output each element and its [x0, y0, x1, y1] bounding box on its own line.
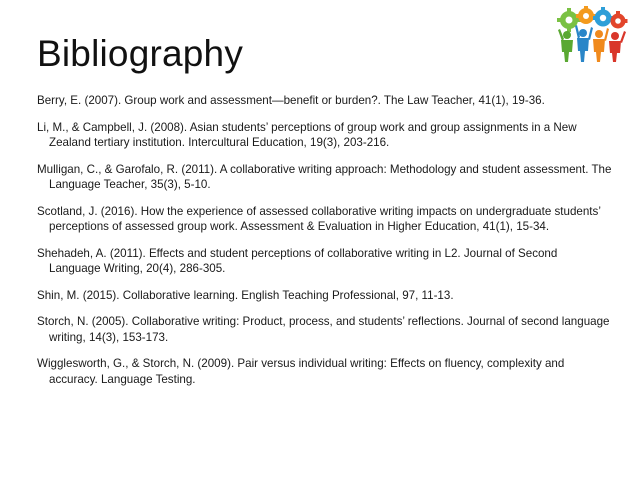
reference-list	[37, 93, 612, 398]
reference-item: Shehadeh, A. (2011). Effects and student perceptions of collaborative writing in L2. Journal of Second Language Writing, 20(4), 286-305.	[37, 246, 558, 275]
person-green-icon	[558, 29, 573, 62]
person-blue-icon	[575, 25, 593, 62]
reference-item: Storch, N. (2005). Collaborative writing: Product, process, and students’ reflections. Journal of second language writing, 14(3), 153-173.	[37, 315, 610, 344]
people-gears-icon	[554, 6, 628, 64]
reference-item: Li, M., & Campbell, J. (2008). Asian students’ perceptions of group work and group assignments in a New Zealand tertiary institution. Intercultural Education, 19(3), 203-216.	[37, 120, 577, 149]
reference-item: Mulligan, C., & Garofalo, R. (2011). A collaborative writing approach: Methodology and student assessment. The Language Teacher, 35(3), 5-10.	[37, 162, 612, 191]
page-title: Bibliography	[37, 33, 244, 74]
gear-blue-icon	[593, 7, 614, 27]
reference-item: Berry, E. (2007). Group work and assessment—benefit or burden?. The Law Teacher, 41(1), 19-36.	[37, 94, 545, 107]
gear-red-icon	[611, 11, 628, 29]
reference-item: Scotland, J. (2016). How the experience of assessed collaborative writing impacts on undergraduate students’ perceptions of assessed group work. Assessment & Evaluation in Higher Education, 41(1), 15-34.	[37, 204, 601, 233]
person-orange-icon	[593, 28, 609, 62]
person-red-icon	[609, 31, 626, 62]
reference-item: Shin, M. (2015). Collaborative learning. English Teaching Professional, 97, 11-13.	[37, 288, 454, 302]
reference-item: Wigglesworth, G., & Storch, N. (2009). Pair versus individual writing: Effects on fluency, complexity and accuracy. Language Testing.	[37, 357, 565, 386]
